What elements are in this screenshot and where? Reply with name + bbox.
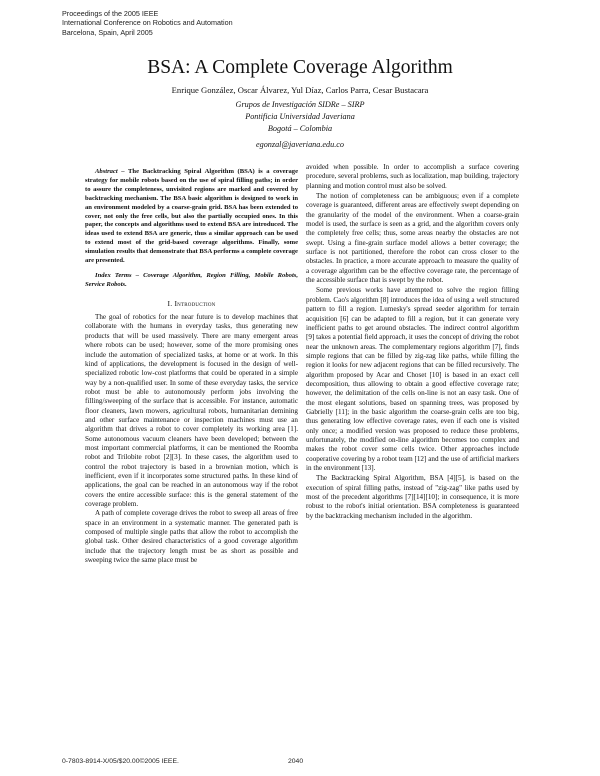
abstract-lead: Abstract (95, 168, 118, 175)
left-column (85, 168, 298, 565)
body-paragraph: A path of complete coverage drives the robot to sweep all areas of free space in an environment in a systematic manner. The generated path is composed of multiple single paths that allow the robot to accomplish the global task. Other desired characteristics of a good coverage algorithm include that the trajectory length must be as short as possible and sweeping twice the same place must be (85, 509, 298, 565)
body-paragraph: The goal of robotics for the near future is to develop machines that collaborate with the humans in everyday tasks, thus generating new products that will be used massively. There are many emergent areas where robots can be used; however, some of the more promising ones include the automation of specialized tasks, at home or at work. In this kind of applications, the development is focused in the design of well-specialized robotic low-cost platforms that could be operated in a simple way by a non-qualified user. In some of these everyday tasks, the service robot must be able to autonomously perform jobs involving the filling/sweeping of the surface that is accessible. For instance, automatic floor cleaners, lawn mowers, agricultural robots, humanitarian demining and other surface maintenance or inspection machines must use an algorithm that drives a robot to cover completely its working area [1]. Some autonomous vacuum cleaners have been developed; between the most important commercial platforms, it can be mentioned the Roomba robot and Trilobite robot [2][3]. In these cases, the algorithm used to control the robot trajectory is based in a brownian motion, which is inefficient, even if it incorporates some structured paths. In these kind of applications, the goal can be reached in an autonomous way if the robot covers the entire accessible surface: this is the general statement of the coverage problem. (85, 313, 298, 508)
email: egonzal@javeriana.edu.co (255, 140, 345, 149)
proceedings-line: Proceedings of the 2005 IEEE (62, 9, 159, 18)
conference-line: International Conference on Robotics and Automation (62, 18, 233, 28)
author-list: Enrique González, Oscar Álvarez, Yul Díaz, Carlos Parra, Cesar Bustacara (171, 85, 429, 95)
copyright-notice: 0-7803-8914-X/05/$20.00©2005 IEEE. (62, 758, 179, 765)
section-heading: I. Introduction (167, 298, 216, 308)
research-group: Grupos de Investigación SIDRe – SIRP (235, 100, 365, 109)
body-paragraph: The Backtracking Spiral Algorithm, BSA [4][5], is based on the execution of spiral filling paths, instead of "zig-zag" like paths used by most of the precedent algorithms [7][14][10]; in consequence, it is more robust to the robot's initial orientation. BSA completeness is guaranteed by the backtracking mechanism included in the algorithm. (306, 474, 519, 520)
city: Bogotá – Colombia (267, 124, 333, 133)
affiliation (0, 99, 600, 151)
paper-title: BSA: A Complete Coverage Algorithm (147, 57, 453, 78)
proceedings-header (62, 9, 233, 37)
right-column (306, 163, 519, 521)
body-paragraph: avoided when possible. In order to accomplish a surface covering procedure, several problems, such as localization, map building, trajectory planning and motion control must also be solved. (306, 163, 519, 190)
university: Pontificia Universidad Javeriana (245, 112, 355, 121)
index-terms: Index Terms – Coverage Algorithm, Region Filling, Mobile Robots, Service Robots. (85, 271, 298, 288)
abstract-text: – The Backtracking Spiral Algorithm (BSA) is a coverage strategy for mobile robots based on the use of spiral filling paths; in order to assure the completeness, unvisited regions are marked and covered by backtracking mechanism. The BSA basic algorithm is designed to work in an environment modeled by a coarse-grain grid. BSA has been extended to cover, not only the free cells, but also the partially occupied ones. In this paper, the concepts and algorithms used to extend BSA are introduced. The ideas used to extend BSA are generic, thus a similar approach can be used to extend most of the grid-based coverage algorithms. Finally, some simulation results that demonstrate that BSA performs a complete coverage are presented. (85, 168, 298, 265)
body-paragraph: Some previous works have attempted to solve the region filling problem. Cao's algorithm [8] introduces the idea of using a well structured pattern to fill a region. Lumesky's spread seeder algorithm for terrain acquisition [6] can be adapted to fill a region, but it can generate very inefficient paths to get around obstacles. The indirect control algorithm [9] takes a potential field approach, it uses the concept of driving the robot near the unknown areas. The complementary regions algorithm [7], finds simple regions that can be filled by zig-zag like paths, while filling the region it looks for new adjacent regions that can be filled recursively. The algorithm proposed by Acar and Choset [10] is based in an exact cell decomposition, thus allowing to obtain a good effective coverage rate; however, the delimitation of the cells on-line is not an easy task. One of the most elegant solutions, based on spanning trees, was proposed by Gabrielly [11]; in the basic algorithm the coarse-grain cells are too big, thus generating low effective coverage rates, even if each one is visited only once; a modified version was proposed to reduce these problems, unfortunately, the modified on-line algorithm becomes too complex and makes the robot cover some cells twice. Other approaches include cooperative covering by a robot team [12] and the use of artificial markers in the environment [13]. (306, 286, 519, 472)
location-line: Barcelona, Spain, April 2005 (62, 27, 153, 37)
body-paragraph: The notion of completeness can be ambiguous; even if a complete coverage is guaranteed, different areas are effectively swept depending on the granularity of the model of the environment. When a coarse-grain model is used, the surface is seen as a grid, and the algorithm covers only the completely free cells; thus, some areas nearby the obstacles are not swept. Using a fine-grain surface model allows a better coverage; the surface is not partitioned, therefore the robot can cross closer to the obstacles. In practice, a more accurate approach to measure the quality of a coverage algorithm can be the effective coverage rate, the percentage of the accessible surface that is swept by the robot. (306, 192, 519, 285)
page-number: 2040 (288, 758, 304, 765)
abstract (85, 168, 298, 266)
